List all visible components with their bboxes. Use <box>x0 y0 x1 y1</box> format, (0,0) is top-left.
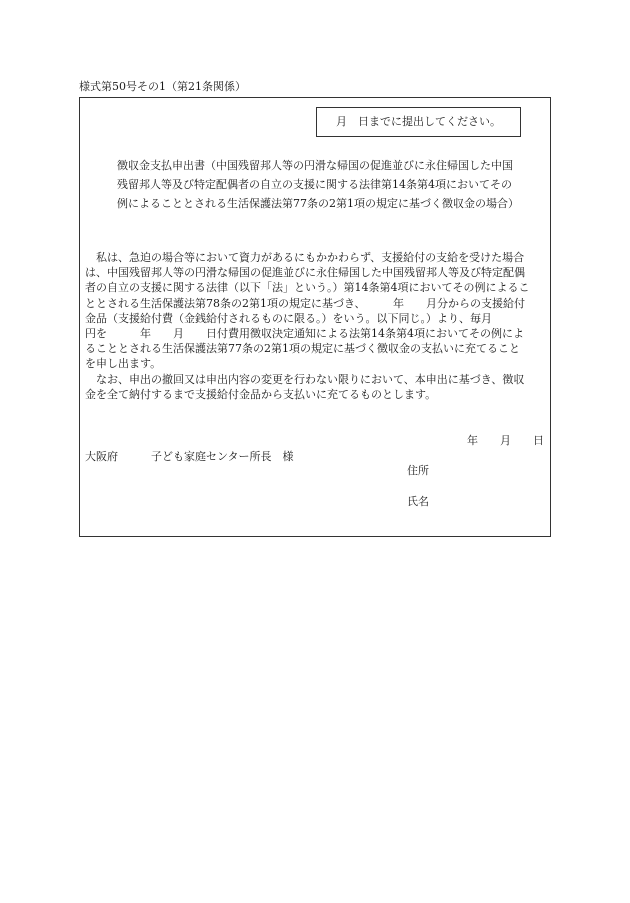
deadline-notice: 月 日までに提出してください。 <box>316 107 521 137</box>
body-line: 私は、急迫の場合等において資力があるにもかかわらず、支援給付の支給を受けた場合 <box>85 251 525 264</box>
body-line: 金を全て納付するまで支援給付金品から支払いに充てるものとします。 <box>85 387 437 401</box>
declaration-body <box>85 250 548 402</box>
title-line: 例によることとされる生活保護法第77条の2第1項の規定に基づく徴収金の場合） <box>117 197 519 210</box>
name-label: 氏名 <box>407 495 429 508</box>
body-line: は、中国残留邦人等の円滑な帰国の促進並びに永住帰国した中国残留邦人等及び特定配偶 <box>85 266 525 280</box>
body-line: ととされる生活保護法第78条の2第1項の規定に基づき、 年 月分からの支援給付 <box>85 296 526 310</box>
addressee: 大阪府 子ども家庭センター所長 様 <box>85 450 294 463</box>
form-frame <box>79 97 551 537</box>
title-line: 徴収金支払申出書（中国残留邦人等の円滑な帰国の促進並びに永住帰国した中国 <box>117 159 513 172</box>
body-line: なお、申出の撤回又は申出内容の変更を行わない限りにおいて、本申出に基づき、徴収 <box>85 372 525 386</box>
document-title <box>117 156 517 213</box>
date-field: 年 月 日 <box>467 434 544 447</box>
body-line: ることとされる生活保護法第77条の2第1項の規定に基づく徴収金の支払いに充てること <box>85 342 520 356</box>
title-line: 残留邦人等及び特定配偶者の自立の支援に関する法律第14条第4項においてその <box>117 178 512 191</box>
body-line: 金品（支援給付費（金銭給付されるものに限る。）をいう。以下同じ。）より、毎月 <box>85 311 492 325</box>
body-line: 者の自立の支援に関する法律（以下「法」という。）第14条第4項においてその例によるこ <box>85 281 530 295</box>
form-number: 様式第50号その1（第21条関係） <box>79 80 246 93</box>
address-label: 住所 <box>407 464 429 477</box>
body-line: 円を 年 月 日付費用徴収決定通知による法第14条第4項においてその例によ <box>85 327 524 341</box>
body-line: を申し出ます。 <box>85 357 162 371</box>
